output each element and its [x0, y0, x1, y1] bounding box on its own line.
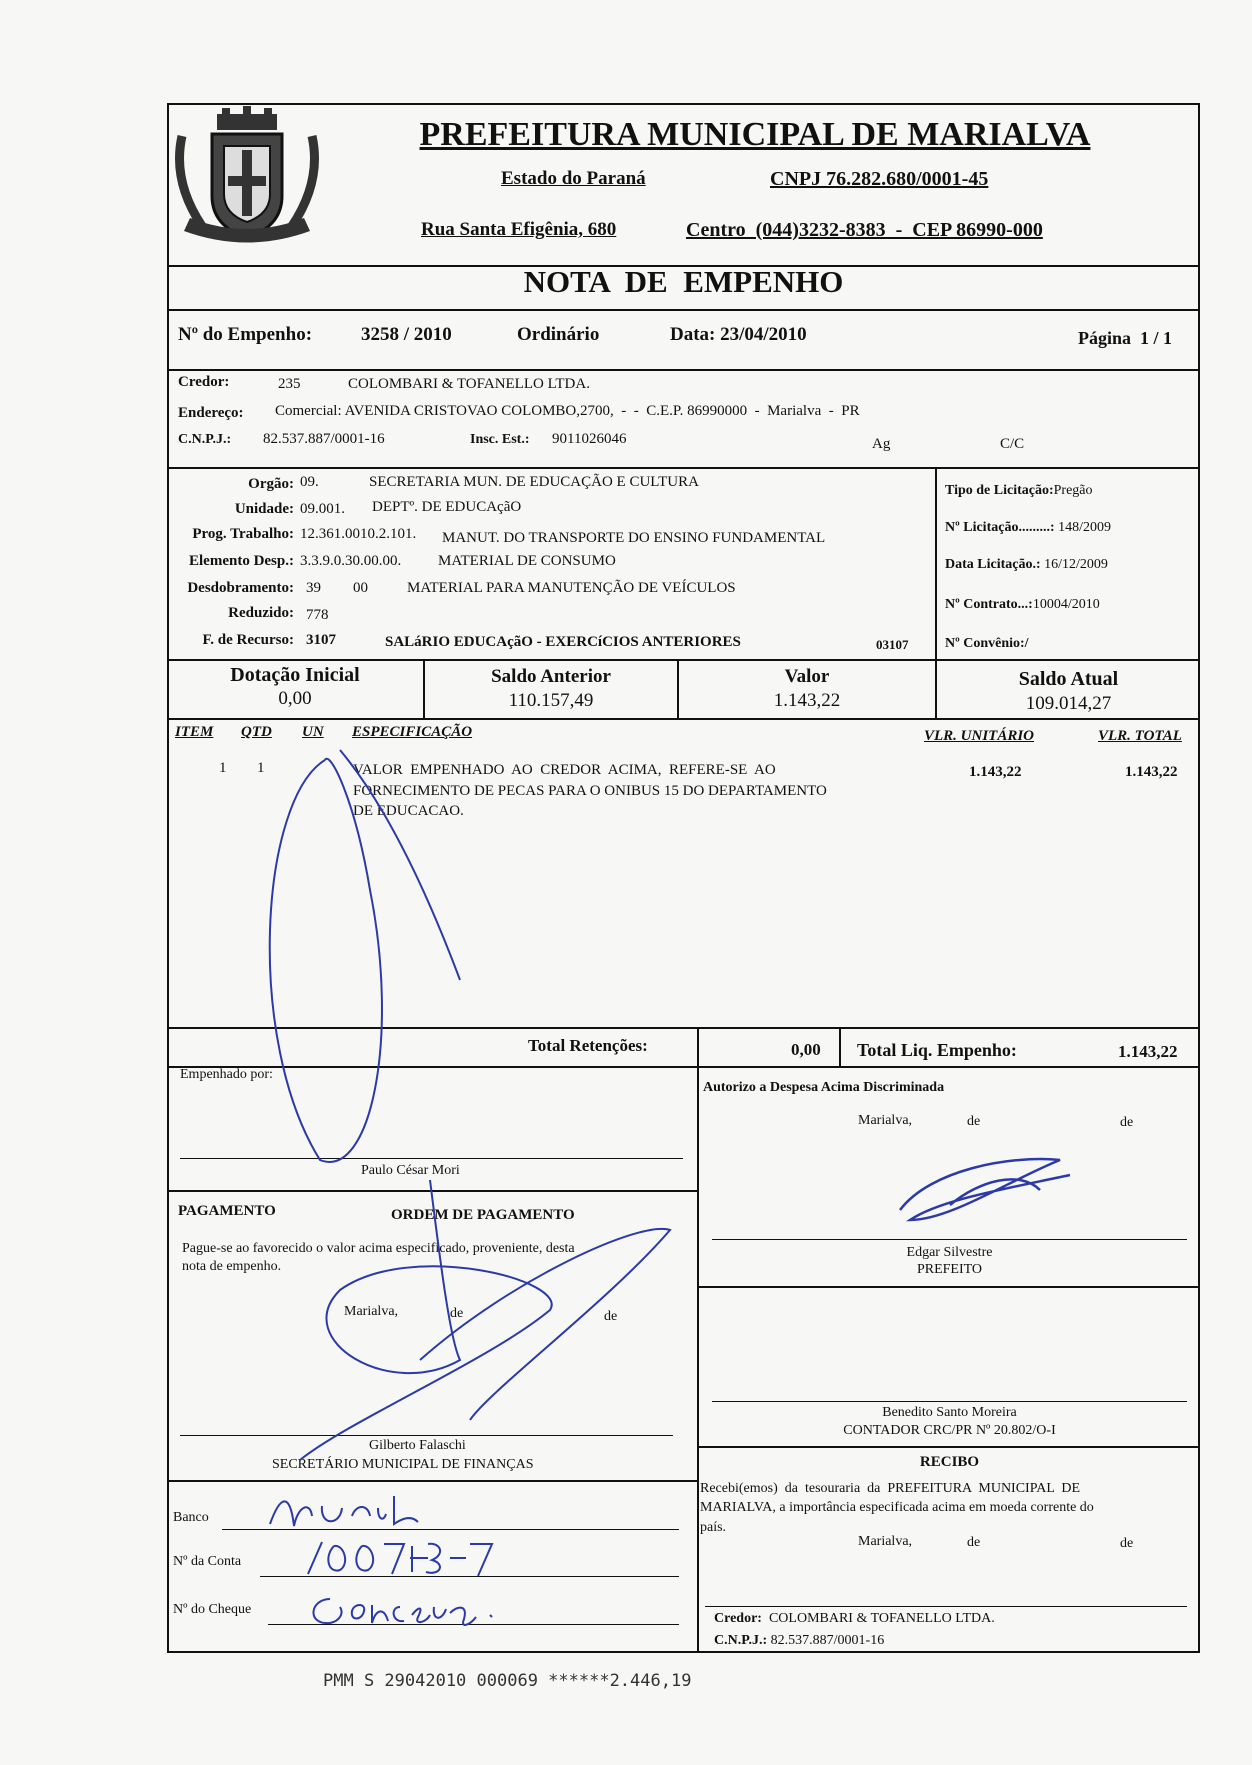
recibo-line3: país. — [700, 1520, 727, 1535]
state-name: Estado do Paraná — [501, 168, 646, 189]
orgao-name: SECRETARIA MUN. DE EDUCAÇÃO E CULTURA — [369, 474, 699, 490]
insc-value: 9011026046 — [552, 431, 627, 447]
empenho-label: Nº do Empenho: — [178, 324, 313, 345]
conta-label: Nº da Conta — [173, 1554, 242, 1569]
item-desc-line3: DE EDUCACAO. — [353, 803, 464, 819]
prog-name: MANUT. DO TRANSPORTE DO ENSINO FUNDAMENTAL — [442, 530, 826, 546]
left-de2: de — [604, 1309, 618, 1324]
document-title: NOTA DE EMPENHO — [523, 264, 844, 299]
recibo-line1: Recebi(emos) da tesouraria da PREFEITURA MUNICIPAL DE — [700, 1481, 1081, 1496]
col-vlr-total: VLR. TOTAL — [1098, 728, 1182, 744]
prefeito-name: Edgar Silvestre — [906, 1245, 993, 1260]
empenho-number: 3258 / 2010 — [361, 324, 452, 345]
tipo-licitacao-label: Tipo de Licitação: — [945, 483, 1054, 498]
pagamento-label: PAGAMENTO — [178, 1203, 276, 1219]
item-qtd: 1 — [257, 760, 265, 776]
right-de1: de — [967, 1114, 981, 1129]
secretario-name: Gilberto Falaschi — [369, 1438, 466, 1453]
numero-licitacao-label: Nº Licitação.........: — [945, 520, 1055, 535]
recibo-cnpj-label: C.N.P.J.: — [714, 1633, 768, 1648]
numero-convenio: Nº Convênio:/ — [945, 636, 1029, 651]
dotacao-value: 0,00 — [278, 688, 312, 709]
credor-code: 235 — [278, 376, 301, 392]
prog-label: Prog. Trabalho: — [192, 526, 294, 542]
saldo-anterior-value: 110.157,49 — [508, 690, 594, 711]
pague-line2: nota de empenho. — [182, 1259, 282, 1274]
orgao-code: 09. — [300, 474, 319, 490]
saldo-atual-value: 109.014,27 — [1025, 693, 1112, 714]
left-marialva: Marialva, — [344, 1304, 399, 1319]
municipality-title: PREFEITURA MUNICIPAL DE MARIALVA — [419, 116, 1091, 153]
right-marialva: Marialva, — [858, 1113, 913, 1128]
recibo-credor-label: Credor: — [714, 1611, 762, 1626]
recibo-credor — [714, 1611, 995, 1627]
recibo-cnpj-value: 82.537.887/0001-16 — [770, 1633, 885, 1648]
tipo-licitacao — [945, 483, 1093, 499]
address-label: Endereço: — [178, 405, 244, 421]
numero-licitacao — [945, 520, 1111, 536]
fonte-code: 3107 — [306, 632, 336, 648]
recibo-credor-name: COLOMBARI & TOFANELLO LTDA. — [768, 1611, 995, 1626]
reduzido-label: Reduzido: — [228, 605, 294, 621]
credor-address: Comercial: AVENIDA CRISTOVAO COLOMBO,2700, - - C.E.P. 86990000 - Marialva - PR — [275, 403, 860, 419]
prog-code: 12.361.0010.2.101. — [300, 526, 417, 542]
empenhado-label: Empenhado por: — [180, 1067, 273, 1082]
desdobramento-name: MATERIAL PARA MANUTENÇÃO DE VEÍCULOS — [407, 580, 736, 596]
col-qtd: QTD — [241, 724, 272, 740]
elemento-name: MATERIAL DE CONSUMO — [438, 553, 616, 569]
saldo-atual-label: Saldo Atual — [1018, 668, 1119, 690]
desdobramento-label: Desdobramento: — [187, 580, 294, 596]
secretario-title: SECRETÁRIO MUNICIPAL DE FINANÇAS — [272, 1457, 534, 1472]
col-vlr-unitario: VLR. UNITÁRIO — [924, 728, 1035, 744]
prefeito-title: PREFEITO — [916, 1262, 983, 1277]
data-licitacao — [945, 557, 1108, 573]
valor-value: 1.143,22 — [773, 690, 841, 711]
item-desc-line1: VALOR EMPENHADO AO CREDOR ACIMA, REFERE-SE AO — [353, 762, 776, 778]
tipo-licitacao-value: Pregão — [1053, 483, 1093, 498]
liquido-value: 1.143,22 — [1118, 1042, 1178, 1061]
autorizo-label: Autorizo a Despesa Acima Discriminada — [703, 1080, 945, 1095]
recibo-cnpj — [714, 1633, 884, 1649]
data-licitacao-label: Data Licitação.: — [945, 557, 1041, 572]
retencoes-label: Total Retenções: — [528, 1036, 648, 1055]
retencoes-value: 0,00 — [791, 1040, 821, 1059]
empenho-type: Ordinário — [517, 324, 600, 345]
right-de2: de — [1120, 1115, 1134, 1130]
pague-line1: Pague-se ao favorecido o valor acima especificado, proveniente, desta — [182, 1241, 575, 1256]
item-desc-line2: FORNECIMENTO DE PECAS PARA O ONIBUS 15 DO DEPARTAMENTO — [353, 783, 827, 799]
credor-cnpj: 82.537.887/0001-16 — [263, 431, 385, 447]
credor-label: Credor: — [178, 374, 230, 390]
numero-contrato-value: 10004/2010 — [1032, 597, 1100, 612]
contador-title: CONTADOR CRC/PR Nº 20.802/O-I — [843, 1423, 1056, 1438]
desdobramento-code1: 39 — [306, 580, 321, 596]
fonte-label: F. de Recurso: — [202, 632, 294, 648]
cheque-label: Nº do Cheque — [173, 1602, 252, 1617]
col-item: ITEM — [175, 724, 214, 740]
empenhado-name: Paulo César Mori — [361, 1163, 460, 1178]
item-number: 1 — [219, 760, 227, 776]
numero-contrato-label: Nº Contrato...: — [945, 597, 1033, 612]
ordem-pagamento-label: ORDEM DE PAGAMENTO — [391, 1207, 575, 1223]
data-licitacao-value: 16/12/2009 — [1040, 557, 1108, 572]
col-un: UN — [302, 724, 324, 740]
left-de1: de — [450, 1306, 464, 1321]
item-vlr-unitario: 1.143,22 — [969, 764, 1022, 780]
bank-stamp: PMM S 29042010 000069 ******2.446,19 — [323, 1671, 692, 1691]
recibo-de1: de — [967, 1535, 981, 1550]
cnpj-header: CNPJ 76.282.680/0001-45 — [770, 168, 989, 190]
credor-name: COLOMBARI & TOFANELLO LTDA. — [348, 376, 590, 392]
fonte-code2: 03107 — [876, 637, 909, 652]
valor-label: Valor — [784, 666, 830, 687]
numero-contrato — [945, 597, 1100, 613]
elemento-code: 3.3.9.0.30.00.00. — [300, 553, 402, 569]
banco-label: Banco — [173, 1510, 209, 1525]
item-vlr-total: 1.143,22 — [1125, 764, 1178, 780]
desdobramento-code2: 00 — [353, 580, 368, 596]
elemento-label: Elemento Desp.: — [189, 553, 294, 569]
empenho-date: Data: 23/04/2010 — [670, 324, 807, 345]
unidade-code: 09.001. — [300, 501, 345, 517]
fonte-name: SALáRIO EDUCAçãO - EXERCíCIOS ANTERIORES — [385, 634, 741, 650]
cnpj-label: C.N.P.J.: — [178, 432, 232, 447]
col-especificacao: ESPECIFICAÇÃO — [352, 724, 473, 740]
liquido-label: Total Liq. Empenho: — [857, 1040, 1017, 1060]
page-number: Página 1 / 1 — [1078, 328, 1173, 348]
reduzido-code: 778 — [306, 607, 329, 623]
dotacao-label: Dotação Inicial — [230, 664, 360, 686]
saldo-anterior-label: Saldo Anterior — [491, 666, 611, 687]
recibo-de2: de — [1120, 1536, 1134, 1551]
cc-label: C/C — [1000, 436, 1025, 452]
insc-label: Insc. Est.: — [470, 432, 530, 447]
numero-licitacao-value: 148/2009 — [1054, 520, 1111, 535]
recibo-label: RECIBO — [919, 1454, 980, 1470]
contador-name: Benedito Santo Moreira — [882, 1405, 1017, 1420]
coat-of-arms-icon — [172, 106, 322, 256]
unidade-name: DEPTº. DE EDUCAçãO — [372, 499, 522, 515]
street-address: Rua Santa Efigênia, 680 — [421, 219, 617, 240]
recibo-marialva: Marialva, — [858, 1534, 913, 1549]
orgao-label: Orgão: — [248, 476, 294, 492]
unidade-label: Unidade: — [234, 501, 294, 517]
recibo-line2: MARIALVA, a importância especificada acima em moeda corrente do — [700, 1500, 1094, 1515]
district-phone-cep: Centro (044)3232-8383 - CEP 86990-000 — [686, 219, 1043, 241]
ag-label: Ag — [872, 436, 891, 452]
